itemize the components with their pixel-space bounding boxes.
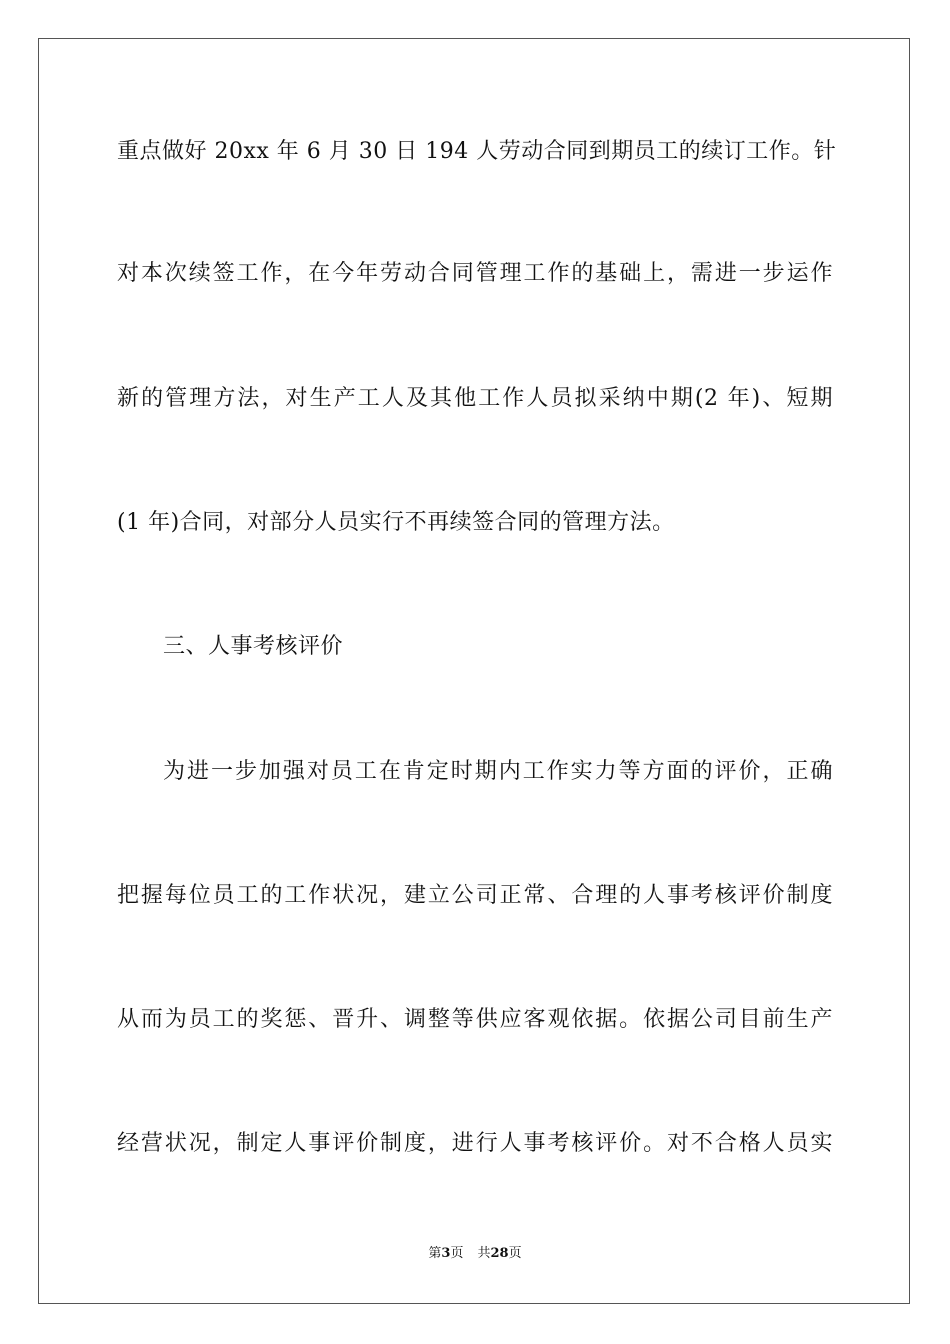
page-footer (0, 1245, 950, 1263)
body-line-4: (1 年)合同，对部分人员实行不再续签合同的管理方法。 (117, 510, 675, 535)
total-page-count: 28 (490, 1246, 509, 1261)
page-border (38, 38, 910, 1304)
body-line-9: 经营状况，制定人事评价制度，进行人事考核评价。对不合格人员实 (117, 1131, 833, 1156)
current-page-number: 3 (441, 1246, 451, 1261)
total-prefix: 共 (477, 1246, 491, 1261)
body-line-8: 从而为员工的奖惩、晋升、调整等供应客观依据。依据公司目前生产 (117, 1007, 833, 1032)
body-line-2: 对本次续签工作，在今年劳动合同管理工作的基础上，需进一步运作 (117, 261, 833, 286)
section-heading: 三、人事考核评价 (163, 634, 344, 659)
body-line-7: 把握每位员工的工作状况，建立公司正常、合理的人事考核评价制度 (117, 883, 833, 908)
body-line-6: 为进一步加强对员工在肯定时期内工作实力等方面的评价，正确 (163, 759, 833, 784)
page-suffix: 页 (450, 1246, 464, 1261)
total-suffix: 页 (508, 1246, 522, 1261)
page-prefix: 第 (428, 1246, 442, 1261)
body-line-1: 重点做好 20xx 年 6 月 30 日 194 人劳动合同到期员工的续订工作。针 (117, 139, 837, 164)
body-line-3: 新的管理方法，对生产工人及其他工作人员拟采纳中期(2 年)、短期 (117, 386, 833, 411)
